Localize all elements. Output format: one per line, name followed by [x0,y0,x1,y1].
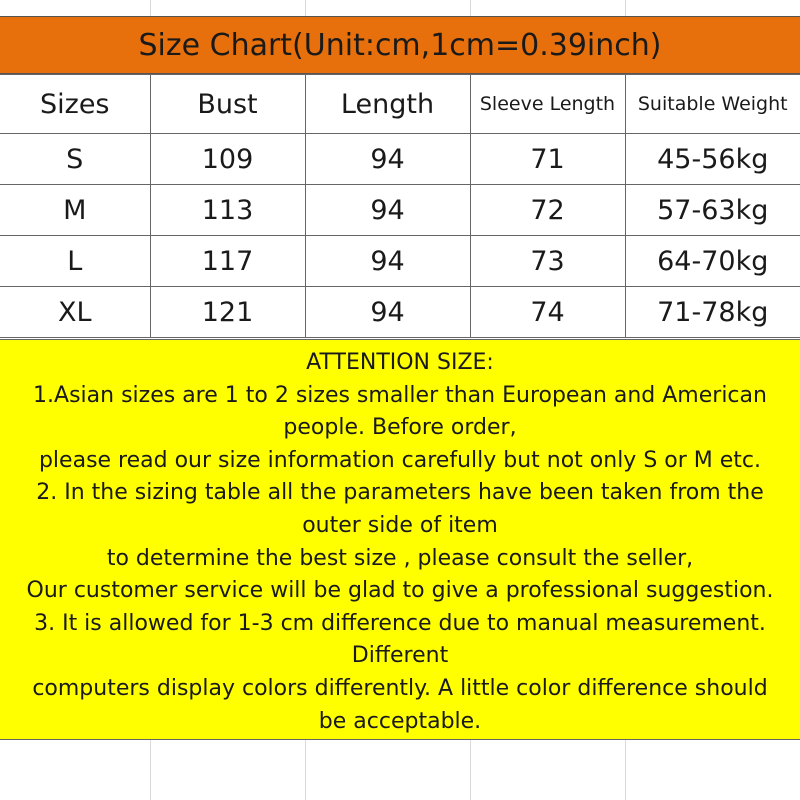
cell-sleeve-length: 74 [470,287,625,338]
attention-heading: ATTENTION SIZE: [306,350,494,375]
cell-bust: 109 [150,134,305,185]
cell-sleeve-length: 73 [470,236,625,287]
attention-line: please read our size information carefully but not only S or M etc. [38,447,762,473]
header-suitable-weight: Suitable Weight [625,75,800,134]
header-sizes: Sizes [0,75,150,134]
attention-line: 2. In the sizing table all the parameters have been taken from the [36,480,764,506]
size-chart-title: Size Chart(Unit:cm,1cm=0.39inch) [0,16,800,74]
grid-line [470,740,471,800]
attention-line: to determine the best size , please consult the seller, [106,545,694,571]
attention-line: 1.Asian sizes are 1 to 2 sizes smaller than European and American [33,382,767,408]
table-row [0,185,800,236]
table-row [0,134,800,185]
cell-suitable-weight: 45-56kg [625,134,800,185]
attention-line: Different [351,643,449,669]
cell-size: XL [0,287,150,338]
attention-line: Our customer service will be glad to give a professional suggestion. [26,578,774,604]
cell-length: 94 [305,287,470,338]
grid-line [305,740,306,800]
cell-bust: 113 [150,185,305,236]
grid-line [625,740,626,800]
cell-sleeve-length: 72 [470,185,625,236]
attention-notice [0,339,800,740]
grid-line [150,0,151,16]
cell-suitable-weight: 64-70kg [625,236,800,287]
cell-suitable-weight: 57-63kg [625,185,800,236]
grid-line [470,0,471,16]
cell-bust: 117 [150,236,305,287]
grid-line [625,0,626,16]
header-sleeve-length: Sleeve Length [470,75,625,134]
grid-line [305,0,306,16]
attention-line: computers display colors differently. A little color difference should [32,675,768,701]
cell-size: L [0,236,150,287]
attention-line: people. Before order, [283,415,517,441]
cell-sleeve-length: 71 [470,134,625,185]
header-bust: Bust [150,75,305,134]
cell-suitable-weight: 71-78kg [625,287,800,338]
attention-line: be acceptable. [318,708,482,734]
header-length: Length [305,75,470,134]
grid-line [150,740,151,800]
size-table [0,74,800,338]
cell-length: 94 [305,236,470,287]
table-header-row [0,75,800,134]
cell-length: 94 [305,134,470,185]
attention-line: outer side of item [302,512,498,538]
cell-size: M [0,185,150,236]
cell-length: 94 [305,185,470,236]
cell-size: S [0,134,150,185]
table-row [0,236,800,287]
table-row [0,287,800,338]
attention-line: 3. It is allowed for 1-3 cm difference due to manual measurement. [34,610,766,636]
cell-bust: 121 [150,287,305,338]
